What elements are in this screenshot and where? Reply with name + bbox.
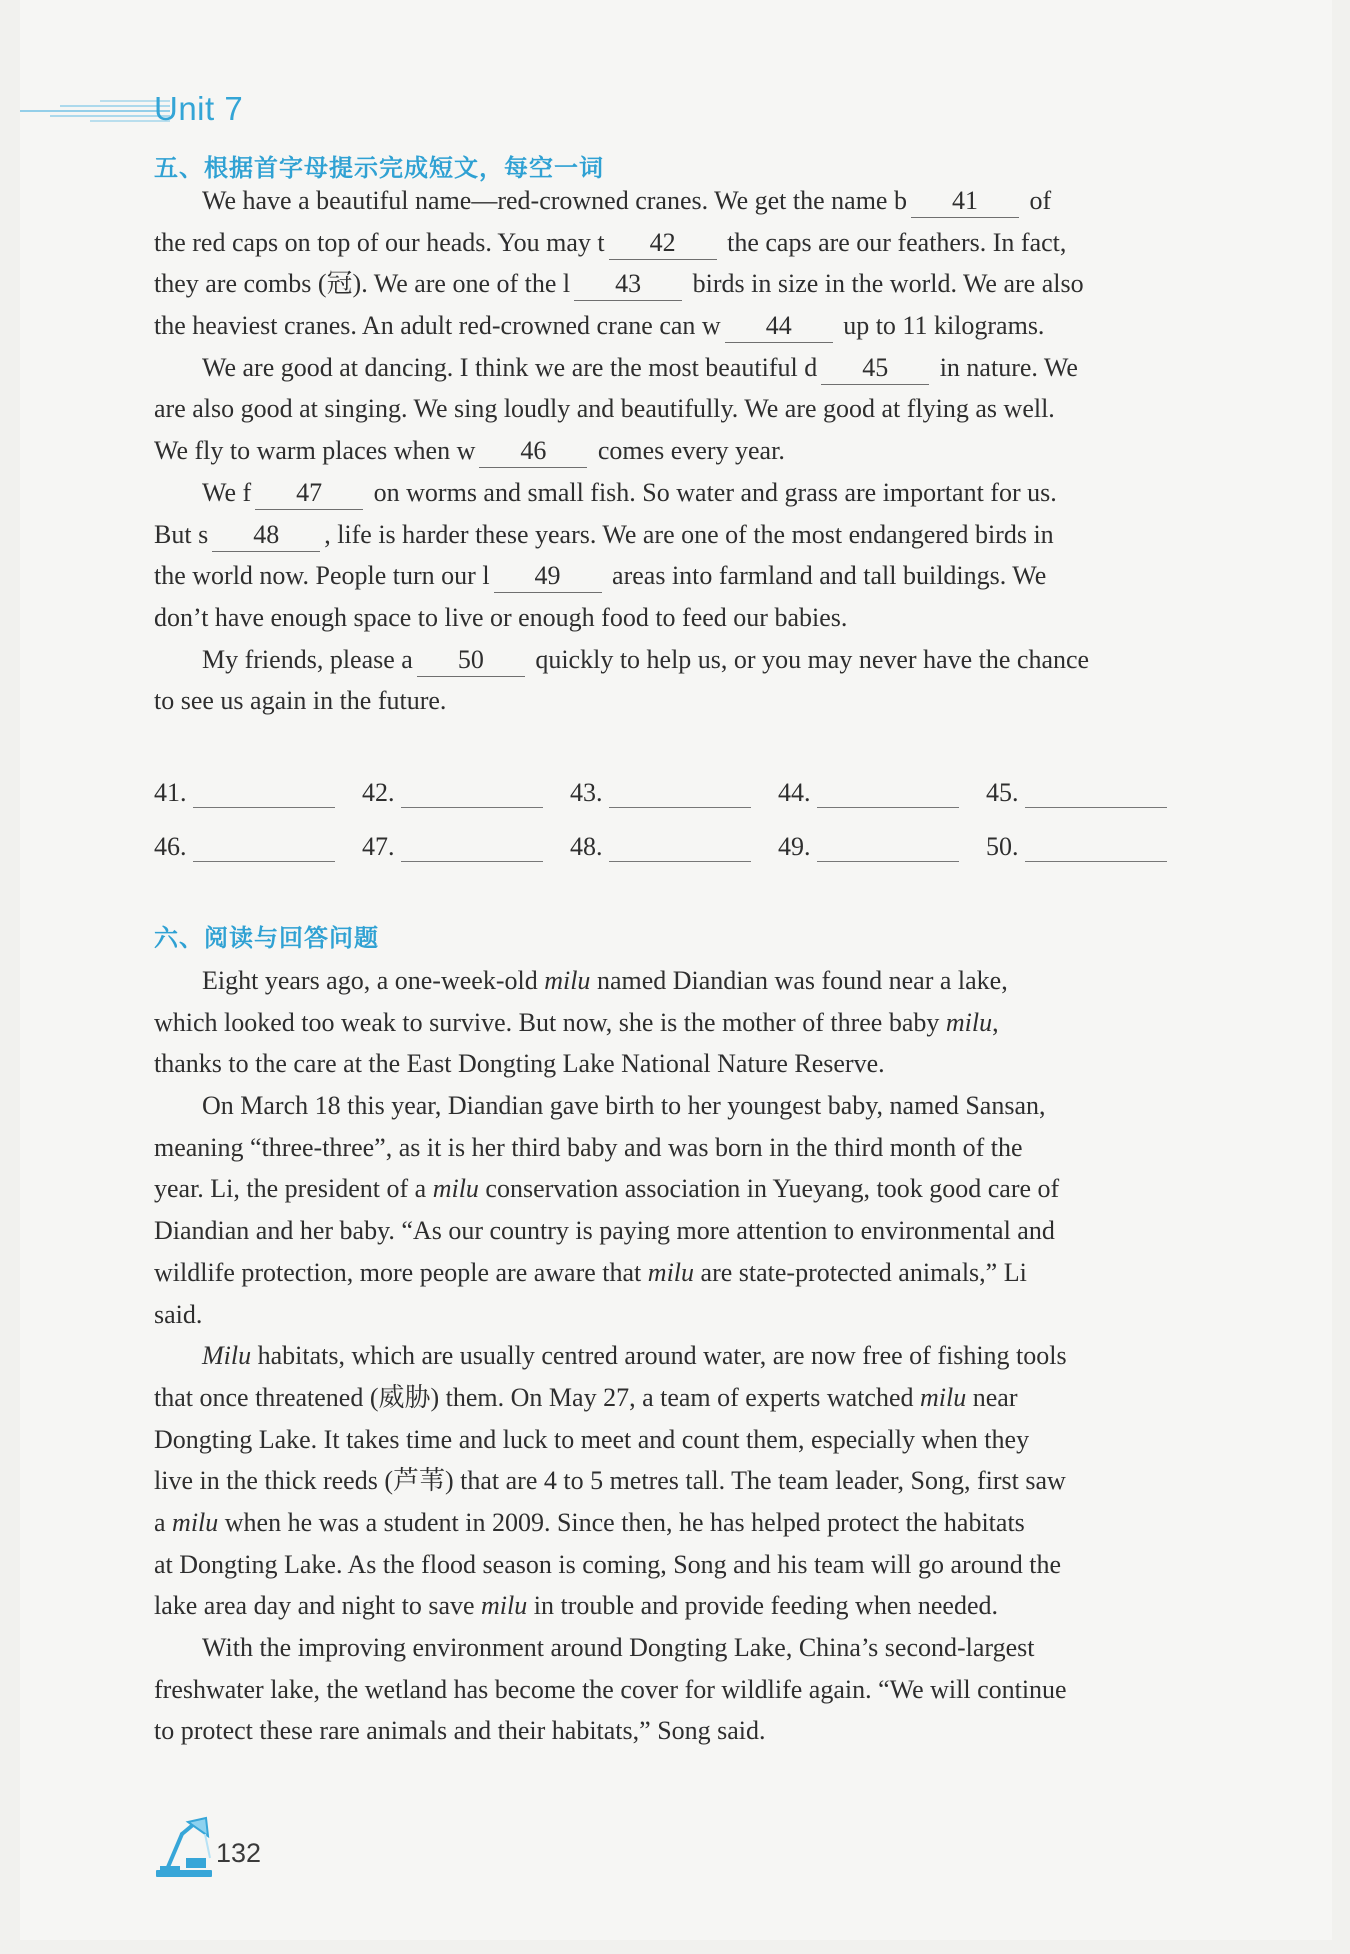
answer-blank[interactable] (193, 779, 335, 808)
answer-number: 50. (986, 832, 1019, 861)
passage-text: to protect these rare animals and their habitats,” Song said. (154, 1716, 766, 1746)
cloze-blank: 44 (725, 310, 833, 343)
answer-number: 46. (154, 832, 187, 861)
passage-line (154, 1419, 1206, 1461)
passage-text: are state-protected animals,” Li (694, 1257, 1027, 1287)
passage-text: Eight years ago, a one-week-old (202, 966, 545, 995)
passage-line (154, 1085, 1206, 1127)
italic-term: Milu (202, 1341, 252, 1371)
section-5-heading: 五、根据首字母提示完成短文，每空一词 (154, 154, 604, 182)
answer-slot (570, 778, 780, 808)
italic-term: milu (172, 1507, 219, 1537)
cloze-blank: 49 (494, 560, 602, 593)
passage-line (154, 639, 1206, 681)
passage-line (154, 1544, 1206, 1586)
passage-text: the red caps on top of our heads. You may t (154, 227, 605, 257)
passage-line (154, 1252, 1206, 1294)
passage-line (154, 680, 1206, 722)
passage-line (154, 1335, 1206, 1377)
passage-text: are also good at singing. We sing loudly and beautifully. We are good at flying as well. (154, 394, 1055, 424)
answer-slot (570, 832, 780, 862)
answer-number: 42. (362, 778, 395, 807)
passage-text: don’t have enough space to live or enough food to feed our babies. (154, 602, 848, 632)
answer-blank[interactable] (609, 833, 751, 862)
passage-text: , life is harder these years. We are one of the most endangered birds in (324, 519, 1054, 549)
passage-text: the world now. People turn our l (154, 561, 490, 591)
answer-blank[interactable] (401, 833, 543, 862)
passage-text: quickly to help us, or you may never have the chance (528, 644, 1090, 674)
passage-text: freshwater lake, the wetland has become the cover for wildlife again. “We will continue (154, 1674, 1067, 1704)
italic-term: milu (481, 1591, 528, 1621)
passage-text: up to 11 kilograms. (836, 311, 1045, 341)
passage-text: said. (154, 1299, 203, 1329)
passage-line (154, 263, 1206, 305)
passage-text: when he was a student in 2009. Since then, he has helped protect the habitats (218, 1507, 1025, 1537)
passage-text: they are combs (冠). We are one of the l (154, 269, 571, 299)
page-number: 132 (216, 1838, 262, 1868)
answer-number: 41. (154, 778, 187, 807)
answer-blank[interactable] (817, 779, 959, 808)
passage-text: On March 18 this year, Diandian gave birth to her youngest baby, named Sansan, (202, 1091, 1046, 1121)
passage-line (154, 1627, 1206, 1669)
passage-line (154, 1502, 1206, 1544)
passage-text: at Dongting Lake. As the flood season is coming, Song and his team will go around the (154, 1549, 1061, 1579)
passage-line (154, 1043, 1206, 1085)
cloze-blank: 48 (212, 519, 320, 552)
passage-line (154, 305, 1206, 347)
passage-text: areas into farmland and tall buildings. We (605, 561, 1047, 591)
italic-term: milu (920, 1382, 967, 1412)
answer-slot (986, 832, 1196, 862)
italic-term: milu (647, 1257, 695, 1287)
answer-row-2 (154, 832, 1206, 876)
passage-text: meaning “three-three”, as it is her third baby and was born in the third month of the (154, 1132, 1023, 1162)
unit-title: Unit 7 (154, 90, 244, 127)
answer-slot (986, 778, 1196, 808)
passage-text: birds in size in the world. We are also (686, 269, 1084, 299)
answer-blank[interactable] (1025, 833, 1167, 862)
passage-line (154, 1460, 1206, 1502)
italic-term: milu (544, 966, 591, 995)
passage-line (154, 347, 1206, 389)
passage-text: thanks to the care at the East Dongting Lake National Nature Reserve. (154, 1049, 885, 1079)
italic-term: milu (432, 1174, 479, 1204)
passage-text: on worms and small fish. So water and grass are important for us. (367, 477, 1057, 507)
passage-text: We have a beautiful name—red-crowned cranes. We get the name b (202, 186, 907, 215)
answer-blank[interactable] (1025, 779, 1167, 808)
cloze-passage (154, 180, 1206, 722)
answer-blank[interactable] (401, 779, 543, 808)
passage-line (154, 222, 1206, 264)
cloze-blank: 41 (911, 185, 1019, 218)
answer-slot (362, 832, 572, 862)
passage-line (154, 597, 1206, 639)
passage-line (154, 1210, 1206, 1252)
answer-number: 44. (778, 778, 811, 807)
passage-text: , (992, 1007, 999, 1037)
unit-header (20, 86, 720, 136)
passage-text: in nature. We (933, 352, 1078, 382)
passage-text: conservation association in Yueyang, took good care of (478, 1174, 1060, 1204)
passage-text: lake area day and night to save (154, 1591, 482, 1621)
answer-blank[interactable] (817, 833, 959, 862)
passage-text: live in the thick reeds (芦苇) that are 4 to 5 metres tall. The team leader, Song, first saw (154, 1466, 1066, 1496)
passage-text: to see us again in the future. (154, 686, 447, 716)
answer-number: 43. (570, 778, 603, 807)
header-stripes-decoration (20, 100, 170, 126)
passage-text: comes every year. (591, 436, 785, 466)
answer-number: 47. (362, 832, 395, 861)
passage-text: a (154, 1507, 173, 1537)
answer-number: 45. (986, 778, 1019, 807)
cloze-blank: 47 (255, 477, 363, 510)
passage-text: We f (202, 477, 252, 507)
passage-line (154, 1669, 1206, 1711)
passage-text: My friends, please a (202, 644, 413, 674)
desk-lamp-icon (150, 1814, 216, 1880)
cloze-blank: 46 (479, 435, 587, 468)
page-footer (150, 1814, 350, 1880)
answer-slot (778, 778, 988, 808)
passage-line (154, 1002, 1206, 1044)
cloze-blank: 42 (609, 227, 717, 260)
passage-line (154, 388, 1206, 430)
passage-text: We are good at dancing. I think we are the most beautiful d (202, 352, 818, 382)
answer-slot (362, 778, 572, 808)
answer-slot (778, 832, 988, 862)
answer-row-1 (154, 778, 1206, 822)
passage-line (154, 960, 1206, 1002)
passage-line (154, 1710, 1206, 1752)
cloze-blank: 50 (417, 644, 525, 677)
passage-text: near (966, 1382, 1018, 1412)
passage-text: But s (154, 519, 209, 549)
answer-blank[interactable] (609, 779, 751, 808)
passage-text: that once threatened (威胁) them. On May 27, a team of experts watched (154, 1382, 920, 1412)
answer-number: 48. (570, 832, 603, 861)
answer-blank[interactable] (193, 833, 335, 862)
passage-text: in trouble and provide feeding when needed. (527, 1591, 998, 1621)
passage-text: of (1022, 186, 1052, 215)
workbook-page (20, 0, 1332, 1940)
passage-line (154, 555, 1206, 597)
passage-line (154, 180, 1206, 222)
cloze-blank: 43 (574, 268, 682, 301)
passage-text: habitats, which are usually centred around water, are now free of fishing tools (251, 1341, 1067, 1371)
reading-passage (154, 960, 1206, 1752)
passage-line (154, 1294, 1206, 1336)
passage-line (154, 1168, 1206, 1210)
passage-text: named Diandian was found near a lake, (590, 966, 1008, 995)
passage-text: Diandian and her baby. “As our country is paying more attention to environmental and (154, 1216, 1055, 1246)
passage-text: We fly to warm places when w (154, 436, 476, 466)
passage-text: the heaviest cranes. An adult red-crowned crane can w (154, 311, 721, 341)
section-6-heading: 六、阅读与回答问题 (154, 924, 379, 952)
passage-text: With the improving environment around Dongting Lake, China’s second-largest (202, 1633, 1035, 1662)
passage-text: Dongting Lake. It takes time and luck to meet and count them, especially when they (154, 1424, 1030, 1454)
passage-line (154, 1377, 1206, 1419)
passage-line (154, 1127, 1206, 1169)
passage-line (154, 514, 1206, 556)
passage-text: the caps are our feathers. In fact, (720, 227, 1067, 257)
passage-text: wildlife protection, more people are aware that (154, 1257, 648, 1287)
passage-line (154, 1585, 1206, 1627)
passage-text: year. Li, the president of a (154, 1174, 433, 1204)
passage-line (154, 430, 1206, 472)
cloze-blank: 45 (821, 352, 929, 385)
italic-term: milu (945, 1007, 993, 1037)
passage-line (154, 472, 1206, 514)
answer-slot (154, 832, 364, 862)
answer-number: 49. (778, 832, 811, 861)
passage-text: which looked too weak to survive. But now, she is the mother of three baby (154, 1007, 946, 1037)
answer-slot (154, 778, 364, 808)
